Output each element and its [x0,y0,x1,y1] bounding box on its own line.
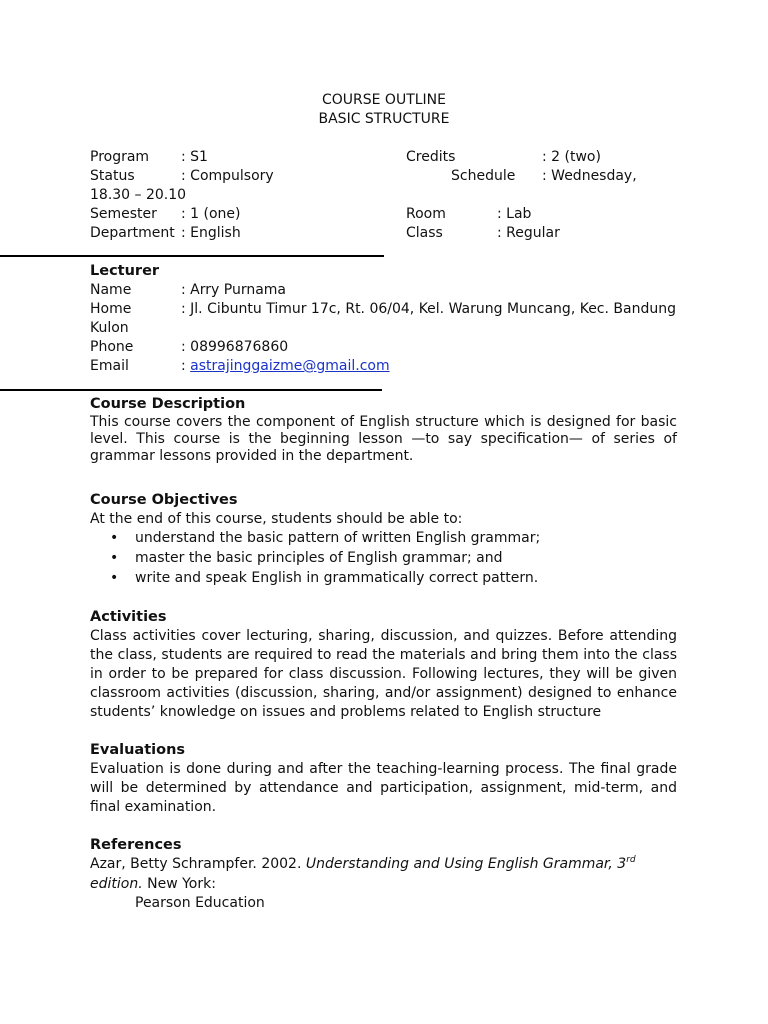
document-title: COURSE OUTLINE [321,92,447,108]
department-value: : English [181,225,241,241]
reference-edition: edition. [90,876,143,892]
room-label: Room [406,206,446,222]
reference-line-2 [90,875,216,894]
credits-value: : 2 (two) [542,149,601,165]
evaluations-text: Evaluation is done during and after the teaching-learning process. The final grade will be determined by attendance and participation, assignment, mid-term, and final examination. [90,761,677,815]
class-label: Class [406,225,443,241]
bullet-icon: • [110,570,119,586]
program-label: Program [90,149,150,165]
activities-heading: Activities [90,609,167,625]
room-value: : Lab [497,206,532,222]
reference-title: Understanding and Using English Grammar, 3 [305,856,627,872]
status-value: : Compulsory [181,168,274,184]
home-label: Home [90,301,132,317]
email-label: Email [90,358,129,374]
email-row [181,357,390,376]
description-heading: Course Description [90,396,246,412]
status-label: Status [90,168,135,184]
activities-text: Class activities cover lecturing, sharing, discussion, and quizzes. Before attending the class, students are required to read the materials and bring them into the class in order to be prepared for class discussion. Following lectures, they will be given classroom activities (discussion, sharing, and/or assignment) designed to enhance students’ knowledge on issues and problems related to English structure [90,628,677,720]
divider [0,389,382,391]
objectives-intro: At the end of this course, students should be able to: [90,511,463,527]
reference-author: Azar, Betty Schrampfer. 2002. [90,856,306,872]
semester-label: Semester [90,206,157,222]
document-subtitle: BASIC STRUCTURE [318,111,450,127]
list-item: write and speak English in grammatically correct pattern. [135,570,539,586]
class-value: : Regular [497,225,560,241]
objectives-heading: Course Objectives [90,492,238,508]
home-value: : Jl. Cibuntu Timur 17c, Rt. 06/04, Kel. Warung Muncang, Kec. Bandung [181,301,676,317]
bullet-icon: • [110,530,119,546]
reference-place: New York: [142,876,216,892]
divider [0,255,384,257]
semester-value: : 1 (one) [181,206,241,222]
home-value-continued: Kulon [90,320,129,336]
lecturer-heading: Lecturer [90,263,160,279]
bullet-icon: • [110,550,119,566]
description-text: This course covers the component of English structure which is designed for basic level. This course is the beginning lesson —to say specification— of series of grammar lessons provided in the department. [90,414,677,464]
name-value: : Arry Purnama [181,282,286,298]
program-value: : S1 [181,149,208,165]
references-heading: References [90,837,182,853]
evaluations-heading: Evaluations [90,742,186,758]
email-prefix: : [181,358,191,374]
list-item: master the basic principles of English grammar; and [135,550,503,566]
phone-label: Phone [90,339,134,355]
schedule-time: 18.30 – 20.10 [90,187,187,203]
credits-label: Credits [406,149,456,165]
reference-superscript: rd [626,855,636,865]
reference-line-1 [90,855,636,874]
name-label: Name [90,282,132,298]
schedule-label: Schedule [451,168,516,184]
email-link[interactable]: astrajinggaizme@gmail.com [190,358,390,374]
list-item: understand the basic pattern of written English grammar; [135,530,541,546]
reference-publisher: Pearson Education [135,895,265,911]
phone-value: : 08996876860 [181,339,289,355]
schedule-value: : Wednesday, [542,168,637,184]
department-label: Department [90,225,175,241]
